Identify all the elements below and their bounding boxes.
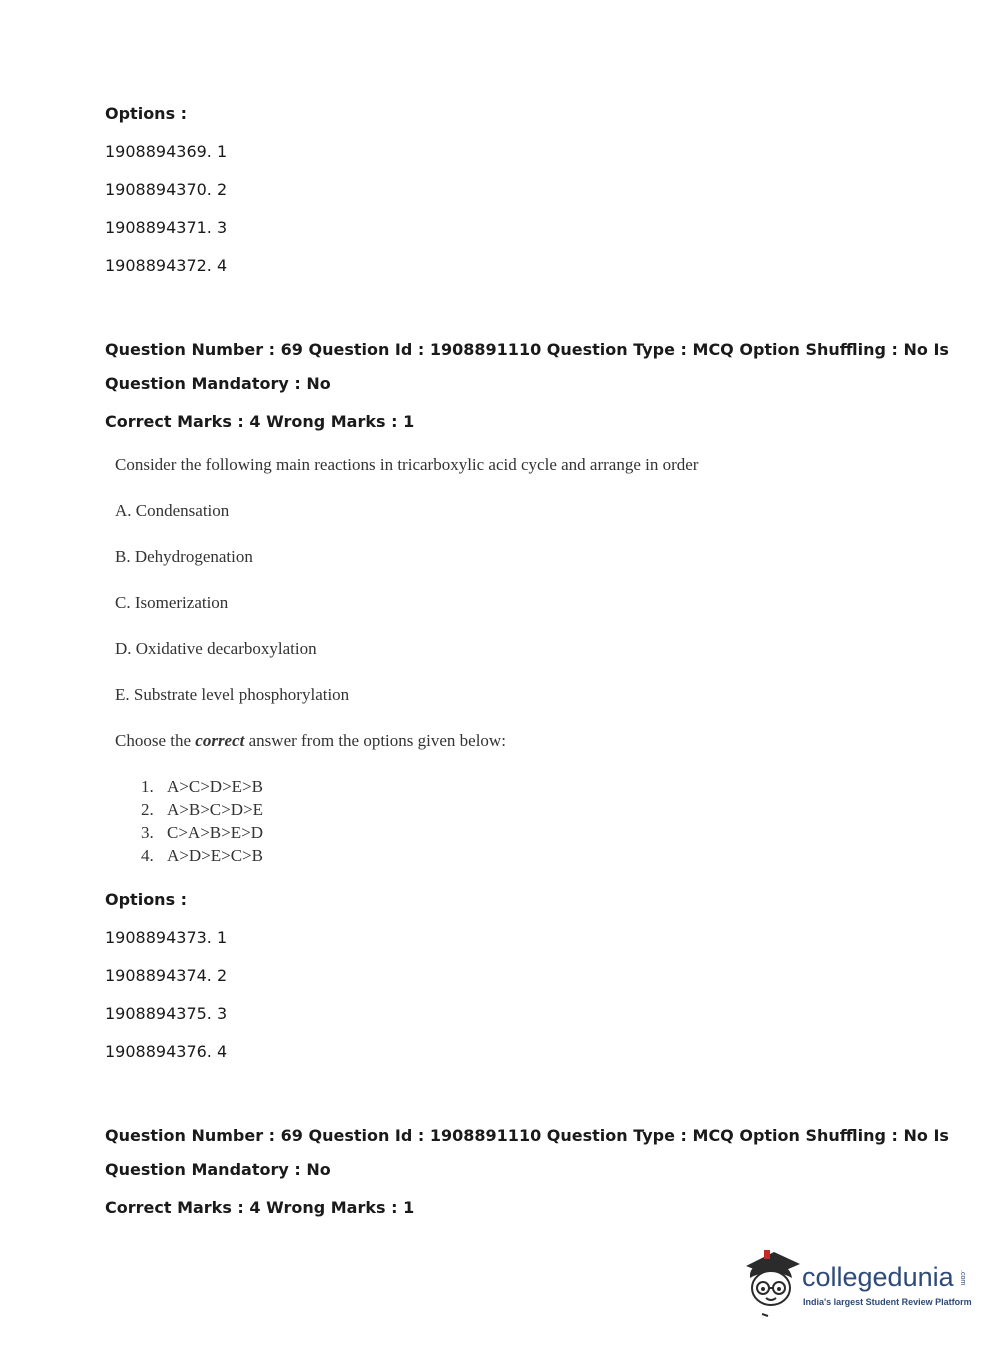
answer-number: 4. <box>141 846 154 865</box>
collegedunia-logo <box>742 1248 972 1320</box>
answer-text: A>C>D>E>B <box>167 777 263 796</box>
option-item: 1908894372. 4 <box>105 256 228 275</box>
logo-name: collegedunia <box>802 1262 954 1292</box>
answer-number: 1. <box>141 777 154 796</box>
reaction-item: D. Oxidative decarboxylation <box>115 639 317 658</box>
question-mandatory: Question Mandatory : No <box>105 374 331 393</box>
option-item: 1908894376. 4 <box>105 1042 228 1061</box>
reaction-item: C. Isomerization <box>115 593 229 612</box>
question-stem: Consider the following main reactions in tricarboxylic acid cycle and arrange in order <box>115 455 699 474</box>
option-item: 1908894373. 1 <box>105 928 228 947</box>
option-item: 1908894370. 2 <box>105 180 228 199</box>
answer-text: C>A>B>E>D <box>167 823 263 842</box>
mascot-icon <box>742 1248 804 1320</box>
choose-suffix: answer from the options given below: <box>244 731 506 750</box>
reaction-item: A. Condensation <box>115 501 230 520</box>
answer-number: 2. <box>141 800 154 819</box>
option-item: 1908894375. 3 <box>105 1004 228 1023</box>
answer-choice <box>141 846 263 866</box>
answer-text: A>D>E>C>B <box>167 846 263 865</box>
options-label: Options : <box>105 104 188 123</box>
answer-number: 3. <box>141 823 154 842</box>
logo-dotcom: .com <box>959 1270 966 1286</box>
answer-choice <box>141 823 263 843</box>
choose-instruction <box>115 731 506 751</box>
option-item: 1908894374. 2 <box>105 966 228 985</box>
answer-choice <box>141 800 263 820</box>
question-marks: Correct Marks : 4 Wrong Marks : 1 <box>105 412 415 431</box>
choose-prefix: Choose the <box>115 731 196 750</box>
answer-text: A>B>C>D>E <box>167 800 263 819</box>
answer-choice <box>141 777 263 797</box>
option-item: 1908894369. 1 <box>105 142 228 161</box>
reaction-item: B. Dehydrogenation <box>115 547 253 566</box>
question-header: Question Number : 69 Question Id : 1908891110 Question Type : MCQ Option Shuffling : No Is <box>105 340 949 359</box>
choose-emphasis: correct <box>195 731 245 750</box>
question-header: Question Number : 69 Question Id : 1908891110 Question Type : MCQ Option Shuffling : No Is <box>105 1126 949 1145</box>
option-item: 1908894371. 3 <box>105 218 228 237</box>
logo-tagline: India's largest Student Review Platform <box>803 1297 972 1307</box>
question-mandatory: Question Mandatory : No <box>105 1160 331 1179</box>
reaction-item: E. Substrate level phosphorylation <box>115 685 350 704</box>
question-marks: Correct Marks : 4 Wrong Marks : 1 <box>105 1198 415 1217</box>
options-label: Options : <box>105 890 188 909</box>
